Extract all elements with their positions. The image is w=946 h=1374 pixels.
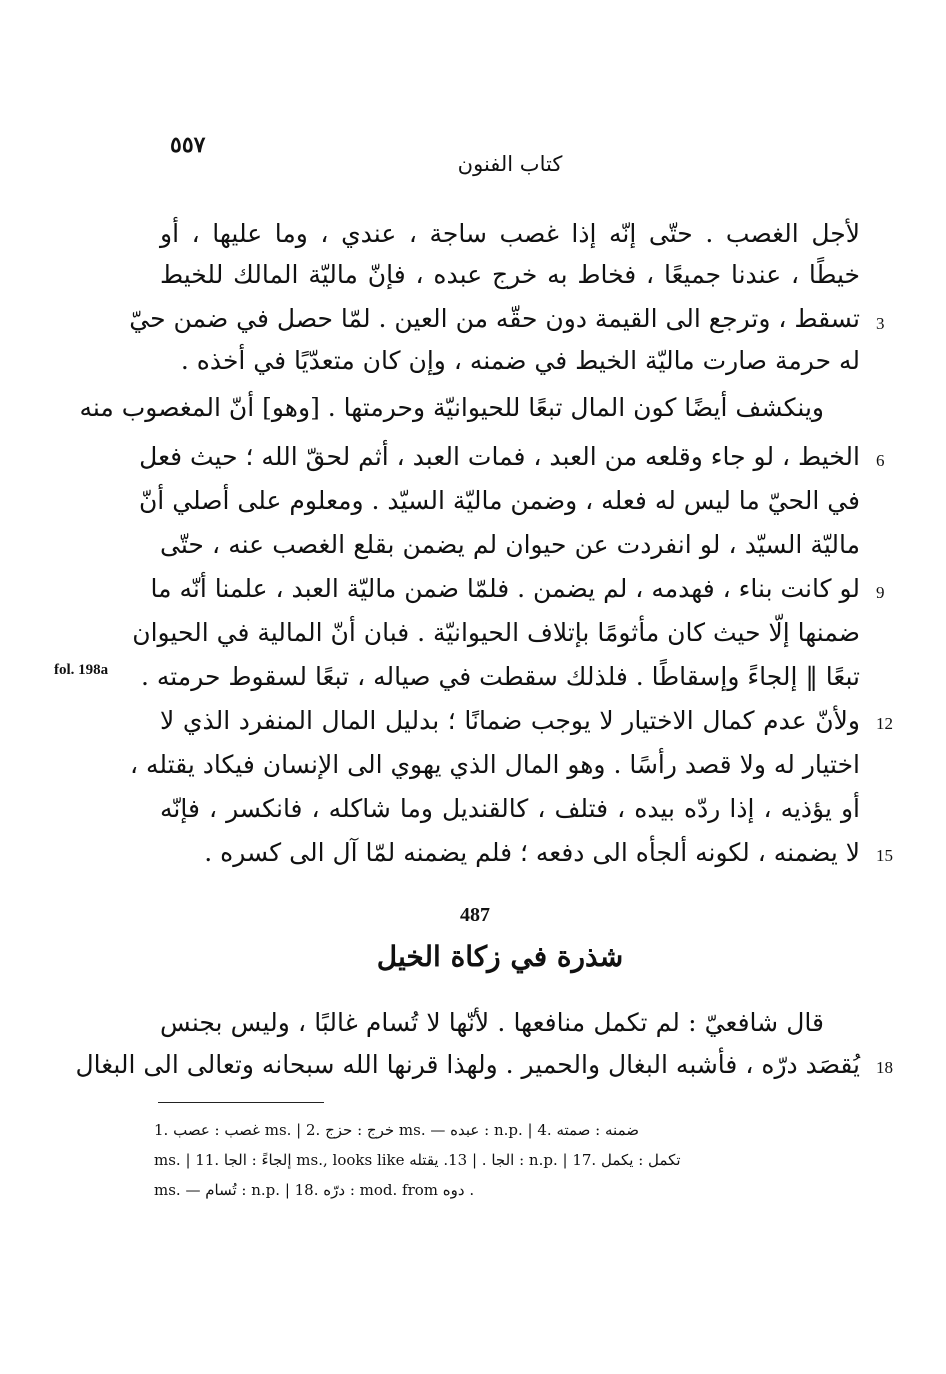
text-line: وينكشف أيضًا كون المال تبعًا للحيوانيّة وحرمتها . [وهو] أنّ المغصوب منه	[79, 393, 824, 422]
text-line: لأجل الغصب . حتّى إنّه إذا غصب ساجة ، عندي ، وما عليها ، أو	[160, 219, 860, 248]
footnote-line: ms. — تُسام : n.p. | 18. درّه : mod. from دوه .	[154, 1181, 475, 1199]
page-number: ٥٥٧	[170, 132, 206, 158]
line-number: 18	[876, 1058, 893, 1077]
text-line: الخيط ، لو جاء وقلعه من العبد ، فمات العبد ، أثم لحقّ الله ؛ حيث فعل	[139, 442, 860, 471]
folio-margin-note: fol. 198a	[54, 662, 109, 678]
text-line: يُقصَد درّه ، فأشبه البغال والحمير . ولهذا قرنها الله سبحانه وتعالى الى البغال	[75, 1050, 860, 1079]
footnote-line: ms. | 11. إلجاءً : الجا ms., looks like الجا . | 13. يقتله : n.p. | 17. تكمل : يكمل	[154, 1151, 681, 1169]
section-number: 487	[460, 904, 490, 926]
text-line: تسقط ، وترجع الى القيمة دون حقّه من العين . لمّا حصل في ضمن حيّ	[129, 304, 860, 333]
text-line: اختيار له ولا قصد رأسًا . وهو المال الذي يهوي الى الإنسان فيكاد يقتله ،	[129, 750, 860, 779]
text-line: خيطًا ، عندنا جميعًا ، فخاط به خرج عبده ، فإنّ ماليّة المالك للخيط	[160, 260, 860, 289]
footnote-line: 1. غصب : عصب ms. | 2. خرج : حزج ms. — عبده : n.p. | 4. ضمنه : صمته	[154, 1121, 639, 1139]
text-line: تبعًا ‖ إلجاءً وإسقاطًا . فلذلك سقطت في صياله ، تبعًا لسقوط حرمته .	[140, 662, 860, 691]
line-number: 12	[876, 714, 893, 733]
text-line: له حرمة صارت ماليّة الخيط في ضمنه ، وإن كان متعدّيًا في أخذه .	[180, 346, 860, 375]
footnote-rule	[158, 1102, 324, 1103]
line-number: 6	[876, 451, 885, 470]
text-line: ضمنها إلّا حيث كان مأثومًا بإتلاف الحيوانيّة . فبان أنّ المالية في الحيوان	[132, 618, 860, 647]
line-number: 3	[876, 314, 885, 333]
text-line: أو يؤذيه ، إذا ردّه بيده ، فتلف ، كالقنديل وما شاكله ، فانكسر ، فإنّه	[160, 794, 860, 823]
text-line: لا يضمنه ، لكونه ألجأه الى دفعه ؛ فلم يضمنه لمّا آل الى كسره .	[204, 838, 860, 867]
line-number: 15	[876, 846, 893, 865]
text-line: ماليّة السيّد ، لو انفردت عن حيوان لم يضمن بقلع الغصب عنه ، حتّى	[160, 530, 860, 559]
text-line: ولأنّ عدم كمال الاختيار لا يوجب ضمانًا ؛ بدليل المال المنفرد الذي لا	[160, 706, 860, 735]
text-line: قال شافعيّ : لم تكمل منافعها . لأنّها لا تُسام غالبًا ، وليس بجنس	[160, 1008, 824, 1037]
section-title: شذرة في زكاة الخيل	[376, 940, 624, 973]
text-line: لو كانت بناء ، فهدمه ، لم يضمن . فلمّا ضمن ماليّة العبد ، علمنا أنّه ما	[150, 574, 860, 603]
line-number: 9	[876, 583, 885, 602]
running-head: كتاب الفنون	[457, 152, 563, 176]
text-line: في الحيّ ما ليس له فعله ، وضمن ماليّة السيّد . ومعلوم على أصلي أنّ	[138, 486, 860, 515]
